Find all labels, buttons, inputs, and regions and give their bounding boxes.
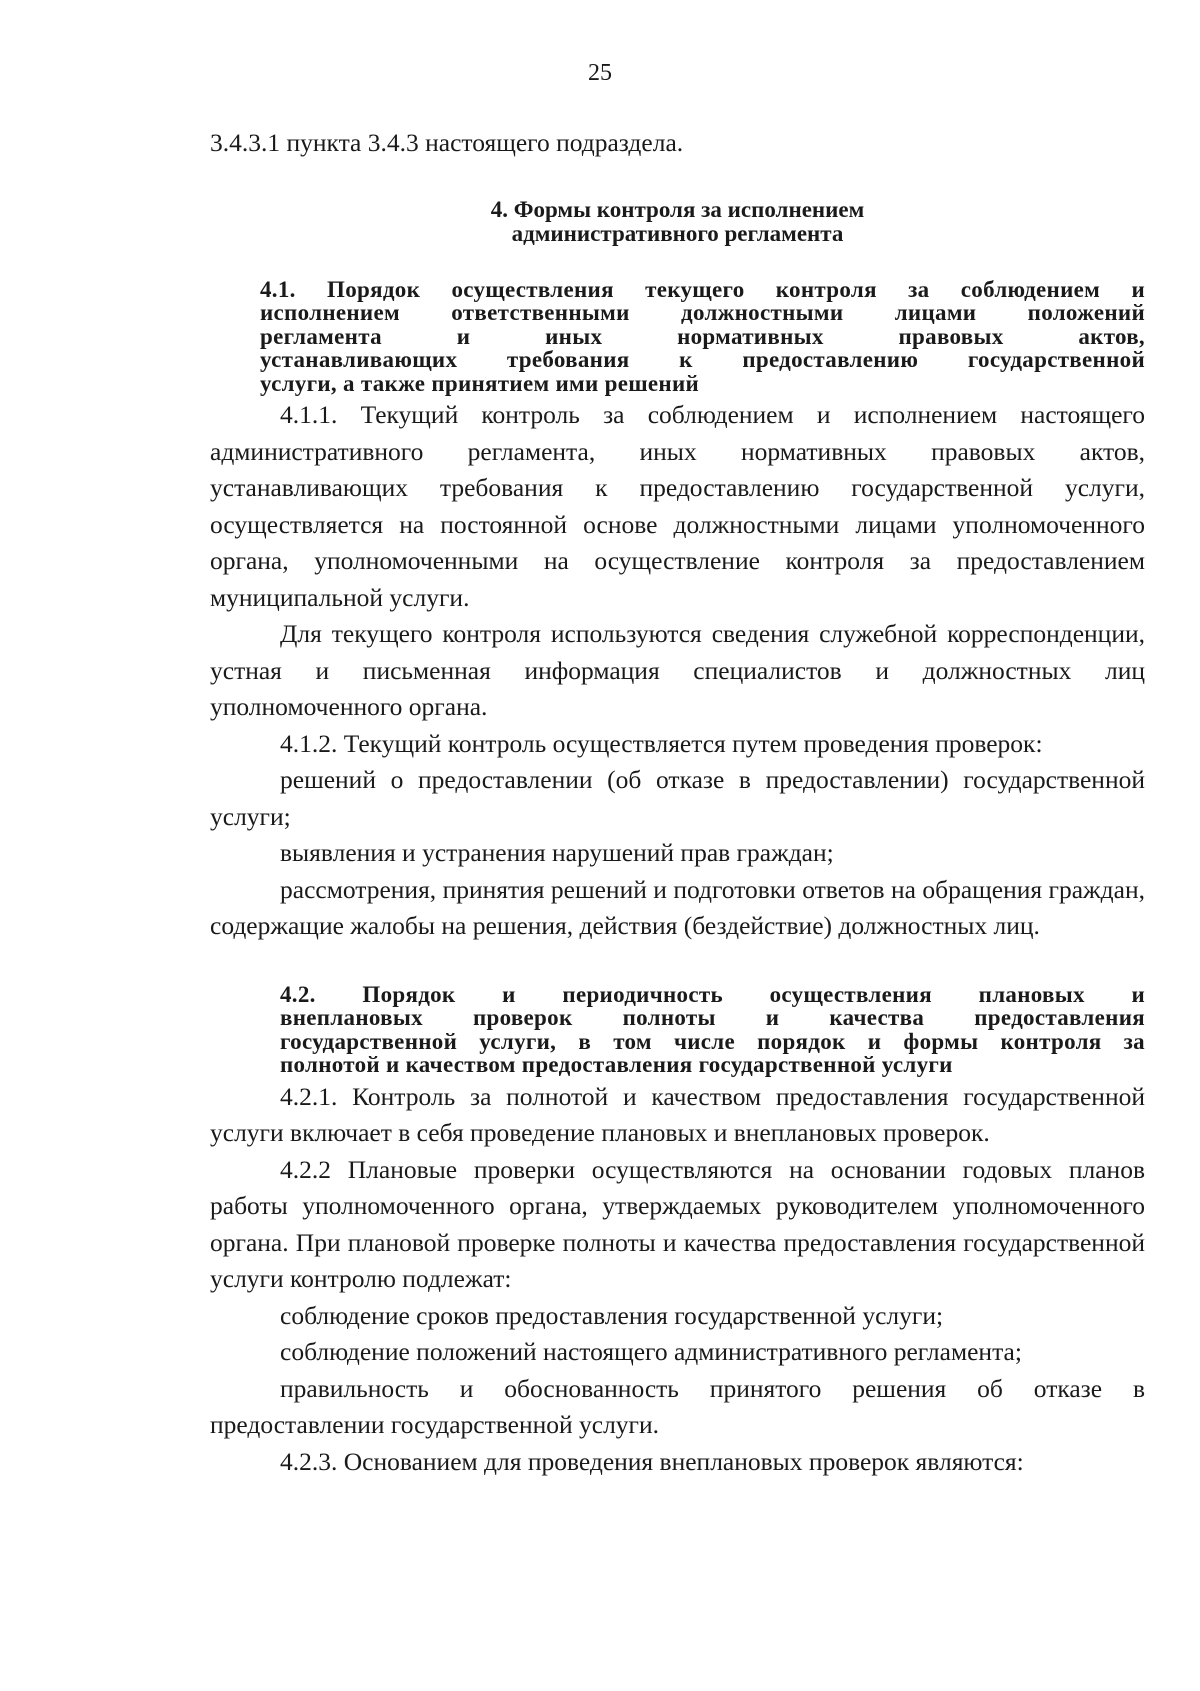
paragraph-4-1-1: 4.1.1. Текущий контроль за соблюдением и исполнением настоящего административного регламента, иных нормативных правовых актов, устанавливающих требования к предоставлению государственной услуги, осуществляется на постоянной основе должностными лицами уполномоченного органа, уполномоченными на осуществление контроля за предоставлением муниципальной услуги. — [210, 400, 1145, 612]
paragraph-4-2-2-item-1: соблюдение сроков предоставления государственной услуги; — [280, 1300, 944, 1330]
section-4-1-title-line: исполнением ответственными должностными лицами положений — [260, 300, 1145, 325]
document-body — [210, 125, 1145, 1480]
paragraph-4-2-2-item-3: правильность и обоснованность принятого решения об отказе в предоставлении государственной услуги. — [210, 1373, 1145, 1439]
section-4-2-title-line: 4.2. Порядок и периодичность осуществления плановых и — [280, 981, 1145, 1007]
section-4-2-title-line: полнотой и качеством предоставления государственной услуги — [280, 1052, 953, 1077]
paragraph-4-1-2-item-2: выявления и устранения нарушений прав граждан; — [280, 838, 834, 867]
section-4-2-title-line: внеплановых проверок полноты и качества предоставления — [280, 1005, 1145, 1030]
section-4-1-title-line: регламента и иных нормативных правовых актов, — [260, 323, 1145, 349]
section-4-1-title-line: 4.1. Порядок осуществления текущего контроля за соблюдением и — [260, 276, 1145, 302]
paragraph-4-1-2-item-3: рассмотрения, принятия решений и подготовки ответов на обращения граждан, содержащие жалобы на решения, действия (бездействие) должностных лиц. — [210, 874, 1145, 940]
section-4-1-title-line: услуги, а также принятием ими решений — [260, 370, 700, 396]
section-4-2-title-line: государственной услуги, в том числе порядок и формы контроля за — [280, 1028, 1145, 1054]
paragraph-4-2-2-item-2: соблюдение положений настоящего административного регламента; — [280, 1337, 1022, 1366]
intro-paragraph: 3.4.3.1 пункта 3.4.3 настоящего подраздела. — [210, 128, 684, 157]
chapter-title-line-2: административного регламента — [511, 220, 844, 246]
paragraph-4-1-1-sources: Для текущего контроля используются сведения служебной корреспонденции, устная и письменная информация специалистов и должностных лиц уполномоченного органа. — [210, 619, 1145, 721]
section-4-1-title — [210, 278, 1145, 396]
page-number: 25 — [588, 60, 612, 86]
chapter-title-line-1: 4. Формы контроля за исполнением — [490, 196, 865, 222]
paragraph-4-2-2: 4.2.2 Плановые проверки осуществляются на основании годовых планов работы уполномоченного органа, утверждаемых руководителем уполномоченного органа. При плановой проверке полноты и качества предоставления государственной услуги контролю подлежат: — [210, 1154, 1145, 1293]
section-4-1-title-line: устанавливающих требования к предоставлению государственной — [260, 347, 1145, 372]
paragraph-4-2-3: 4.2.3. Основанием для проведения внеплановых проверок являются: — [280, 1446, 1024, 1476]
paragraph-4-1-2-item-1: решений о предоставлении (об отказе в предоставлении) государственной услуги; — [210, 765, 1145, 831]
paragraph-4-1-2: 4.1.2. Текущий контроль осуществляется путем проведения проверок: — [280, 728, 1043, 758]
paragraph-4-2-1: 4.2.1. Контроль за полнотой и качеством предоставления государственной услуги включает в себя проведение плановых и внеплановых проверок. — [210, 1081, 1145, 1147]
section-4-2-title — [210, 983, 1145, 1077]
